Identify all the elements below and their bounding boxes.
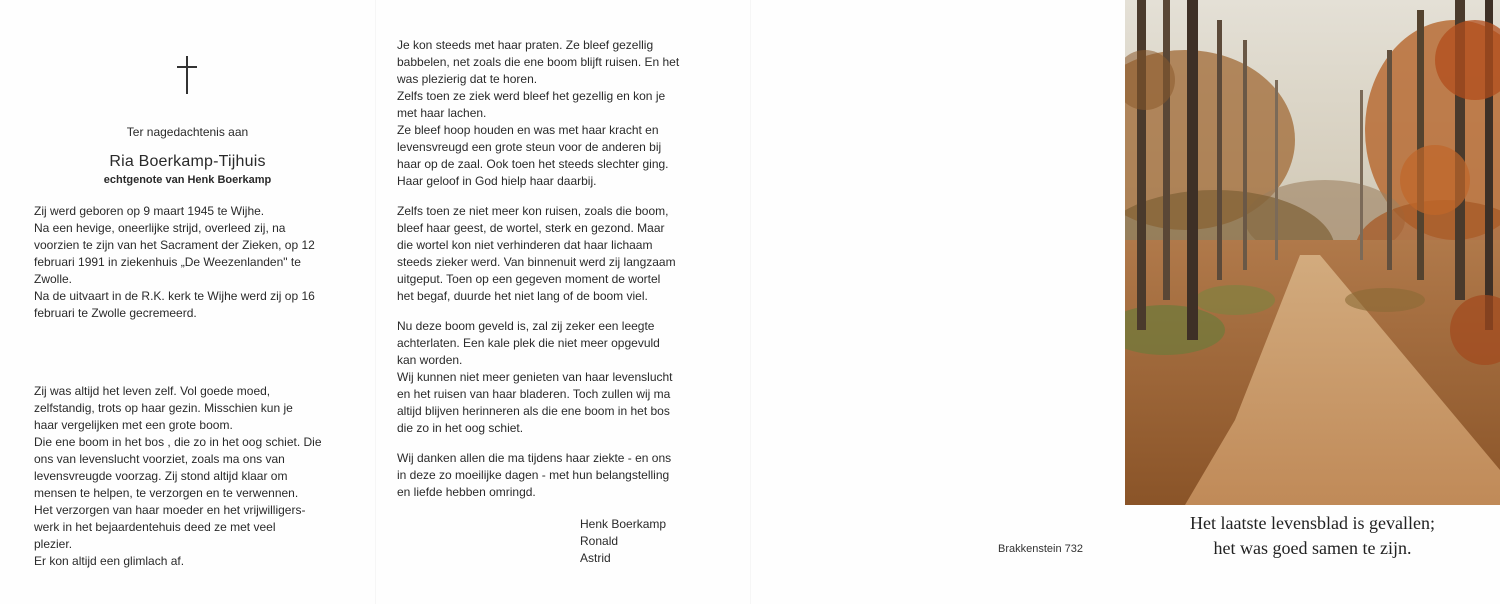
text-line: levensvreugd een grote steun voor de anderen bij	[397, 140, 662, 154]
text-line: en liefde hebben omringd.	[397, 485, 536, 499]
intro-text: Ter nagedachtenis aan	[126, 125, 249, 139]
tribute-line: Er kon altijd een glimlach af.	[34, 554, 185, 568]
tribute-line: Die ene boom in het bos , die zo in het oog schiet. Die	[34, 435, 322, 449]
text-line: Nu deze boom geveld is, zal zij zeker een leegte	[397, 319, 655, 333]
text-line: kan worden.	[397, 353, 463, 367]
tribute-line: mensen te helpen, te verzorgen en te verwennen.	[34, 486, 299, 500]
text-line: Wij kunnen niet meer genieten van haar levenslucht	[397, 370, 673, 384]
text-line: in deze zo moeilijke dagen - met hun belangstelling	[397, 468, 670, 482]
middle-paragraph-4	[397, 450, 705, 501]
tribute-line: levensvreugde voorzag. Zij stond altijd klaar om	[34, 469, 288, 483]
tribute-line: Zij was altijd het leven zelf. Vol goede moed,	[34, 384, 271, 398]
text-line: was plezierig dat te horen.	[397, 72, 538, 86]
tribute-line: werk in het bejaardentehuis deed ze met veel	[34, 520, 276, 534]
signer-name: Astrid	[580, 551, 611, 565]
signer-name: Ronald	[580, 534, 619, 548]
text-line: Wij danken allen die ma tijdens haar ziekte - en ons	[397, 451, 672, 465]
bio-line: Na de uitvaart in de R.K. kerk te Wijhe werd zij op 16	[34, 289, 315, 303]
fold-line	[375, 0, 376, 604]
text-line: Ze bleef hoop houden en was met haar kracht en	[397, 123, 659, 137]
tribute-line: haar vergelijken met een grote boom.	[34, 418, 233, 432]
bio-line: Na een hevige, oneerlijke strijd, overleed zij, na	[34, 221, 286, 235]
verse-line-2: het was goed samen te zijn.	[1213, 538, 1412, 558]
text-line: het begaf, duurde het niet lang of de boom viel.	[397, 289, 648, 303]
text-line: Haar geloof in God hielp haar daarbij.	[397, 174, 597, 188]
bio-line: voorzien te zijn van het Sacrament der Zieken, op 12	[34, 238, 315, 252]
signers-list	[580, 516, 666, 567]
autumn-forest-path-photo	[1125, 0, 1500, 505]
middle-paragraph-3	[397, 318, 705, 437]
text-line: met haar lachen.	[397, 106, 487, 120]
text-line: haar op de zaal. Ook toen het steeds slechter ging.	[397, 157, 669, 171]
tribute-line: Het verzorgen van haar moeder en het vrijwilligers-	[34, 503, 306, 517]
text-line: die wortel kon niet verhinderen dat haar lichaam	[397, 238, 653, 252]
bio-line: Zwolle.	[34, 272, 73, 286]
tribute-line: plezier.	[34, 537, 73, 551]
tribute-line: ons van levenslucht voorziet, zoals ma ons van	[34, 452, 285, 466]
printer-code: Brakkenstein 732	[998, 543, 1083, 555]
text-line: Zelfs toen ze ziek werd bleef het gezellig en kon je	[397, 89, 666, 103]
text-line: achterlaten. Een kale plek die niet meer opgevuld	[397, 336, 660, 350]
bio-paragraph	[34, 203, 342, 322]
text-line: altijd blijven herinneren als die ene boom in het bos	[397, 404, 670, 418]
bio-line: februari 1991 in ziekenhuis „De Weezenlanden" te	[34, 255, 301, 269]
fold-line	[750, 0, 751, 604]
deceased-name: Ria Boerkamp-Tijhuis	[109, 153, 266, 170]
text-line: Zelfs toen ze niet meer kon ruisen, zoals die boom,	[397, 204, 669, 218]
verse-line-1: Het laatste levensblad is gevallen;	[1190, 513, 1435, 533]
tribute-paragraph	[34, 383, 342, 570]
signer-name: Henk Boerkamp	[580, 517, 667, 531]
bio-line: Zij werd geboren op 9 maart 1945 te Wijhe.	[34, 204, 265, 218]
text-line: en het ruisen van haar bladeren. Toch zullen wij ma	[397, 387, 671, 401]
cross-icon	[175, 56, 199, 96]
bio-line: februari te Zwolle gecremeerd.	[34, 306, 197, 320]
middle-paragraph-2	[397, 203, 705, 305]
spouse-line: echtgenote van Henk Boerkamp	[103, 174, 272, 186]
text-line: Je kon steeds met haar praten. Ze bleef gezellig	[397, 38, 654, 52]
text-line: bleef haar geest, de wortel, sterk en gezond. Maar	[397, 221, 665, 235]
text-line: babbelen, net zoals die ene boom blijft ruisen. En het	[397, 55, 680, 69]
middle-paragraph-1	[397, 37, 705, 190]
tribute-line: zelfstandig, trots op haar gezin. Misschien kun je	[34, 401, 293, 415]
text-line: uitgeput. Toen op een gegeven moment de wortel	[397, 272, 661, 286]
text-line: die zo in het oog schiet.	[397, 421, 524, 435]
text-line: steeds zieker werd. Van binnenuit werd zij langzaam	[397, 255, 676, 269]
